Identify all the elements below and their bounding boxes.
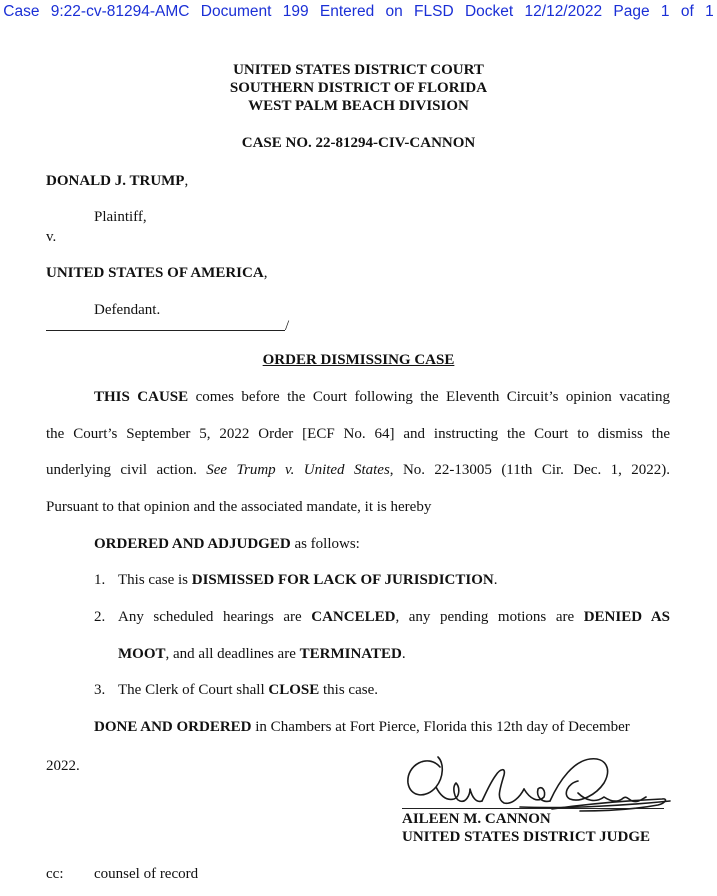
list-item-2-text-a: Any scheduled hearings are — [118, 609, 312, 625]
court-name-line2: SOUTHERN DISTRICT OF FLORIDA — [229, 80, 488, 96]
signature-rule — [402, 808, 664, 809]
ordered-adjudged-bold: ORDERED AND ADJUDGED — [94, 536, 291, 552]
docket-entry: Entered on FLSD Docket 12/12/2022 — [319, 3, 603, 20]
done-and-ordered — [94, 719, 630, 736]
judge-name: AILEEN M. CANNON — [402, 811, 551, 827]
paragraph-1-line-3 — [46, 462, 670, 479]
list-item-1-period: . — [493, 572, 498, 588]
done-and-ordered-bold: DONE AND ORDERED — [94, 719, 252, 735]
plaintiff-role: Plaintiff, — [94, 209, 147, 225]
list-item-2-text-c: , any pending motions are — [395, 609, 584, 625]
done-and-ordered-text: in Chambers at Fort Pierce, Florida this 12th day of December — [251, 719, 630, 735]
defendant-role: Defendant. — [94, 302, 161, 318]
court-name-line1: UNITED STATES DISTRICT COURT — [233, 62, 484, 78]
list-item-1 — [118, 572, 497, 589]
list-item-3-rest: this case. — [319, 682, 378, 698]
docket-header-stamp — [0, 3, 717, 21]
case-stamp: Case 9:22-cv-81294-AMC — [3, 3, 190, 20]
list-item-1-number: 1. — [94, 572, 106, 588]
ordered-adjudged — [94, 536, 360, 553]
cc-label: cc: — [46, 866, 64, 882]
list-item-1-bold: DISMISSED FOR LACK OF JURISDICTION — [191, 572, 494, 588]
list-item-3-number: 3. — [94, 682, 106, 698]
defendant-name-text: UNITED STATES OF AMERICA — [46, 265, 264, 281]
list-item-1-text: This case is — [118, 572, 192, 588]
ordered-adjudged-text: as follows: — [290, 536, 360, 552]
paragraph-1-line-2: the Court’s September 5, 2022 Order [ECF No. 64] and instructing the Court to dismiss the — [46, 426, 670, 442]
list-item-2-terminated: TERMINATED — [299, 646, 402, 662]
cc-value: counsel of record — [94, 866, 199, 882]
this-cause: THIS CAUSE — [94, 389, 189, 405]
paragraph-1-line-1 — [46, 389, 670, 406]
plaintiff-name — [46, 173, 188, 190]
list-item-2-period: . — [401, 646, 406, 662]
judge-signature — [400, 743, 675, 815]
plaintiff-name-comma: , — [184, 173, 189, 189]
list-item-2-canceled: CANCELED — [311, 609, 396, 625]
versus: v. — [46, 229, 57, 245]
list-item-2-text-deadlines: , and all deadlines are — [165, 646, 300, 662]
plaintiff-name-text: DONALD J. TRUMP — [46, 173, 185, 189]
paragraph-1-line-3-text: underlying civil action. — [46, 462, 207, 478]
list-item-2-line-1 — [118, 609, 670, 626]
paragraph-1-line-1-text: comes before the Court following the Eleventh Circuit’s opinion vacating — [188, 389, 670, 405]
list-item-3-close: CLOSE — [268, 682, 320, 698]
page-number: Page 1 of 1 — [613, 3, 714, 20]
list-item-3-text: The Clerk of Court shall — [118, 682, 269, 698]
citation-details: , No. 22-13005 (11th Cir. Dec. 1, 2022). — [389, 462, 670, 478]
order-title: ORDER DISMISSING CASE — [262, 352, 455, 368]
judge-title: UNITED STATES DISTRICT JUDGE — [402, 829, 650, 845]
done-year: 2022. — [46, 758, 80, 774]
defendant-name — [46, 265, 267, 282]
list-item-3 — [118, 682, 378, 699]
list-item-2-moot: MOOT — [118, 646, 166, 662]
defendant-name-comma: , — [263, 265, 268, 281]
citation: See Trump v. United States — [206, 462, 390, 478]
case-number: CASE NO. 22-81294-CIV-CANNON — [241, 135, 476, 151]
list-item-2-denied: DENIED AS — [583, 609, 670, 625]
caption-slash: / — [285, 318, 290, 334]
caption-rule — [46, 330, 285, 331]
paragraph-1-line-4: Pursuant to that opinion and the associated mandate, it is hereby — [46, 499, 432, 515]
document-number: Document 199 — [200, 3, 309, 20]
list-item-2-line-2 — [118, 646, 406, 663]
list-item-2-number: 2. — [94, 609, 106, 625]
court-name-line3: WEST PALM BEACH DIVISION — [248, 98, 469, 114]
